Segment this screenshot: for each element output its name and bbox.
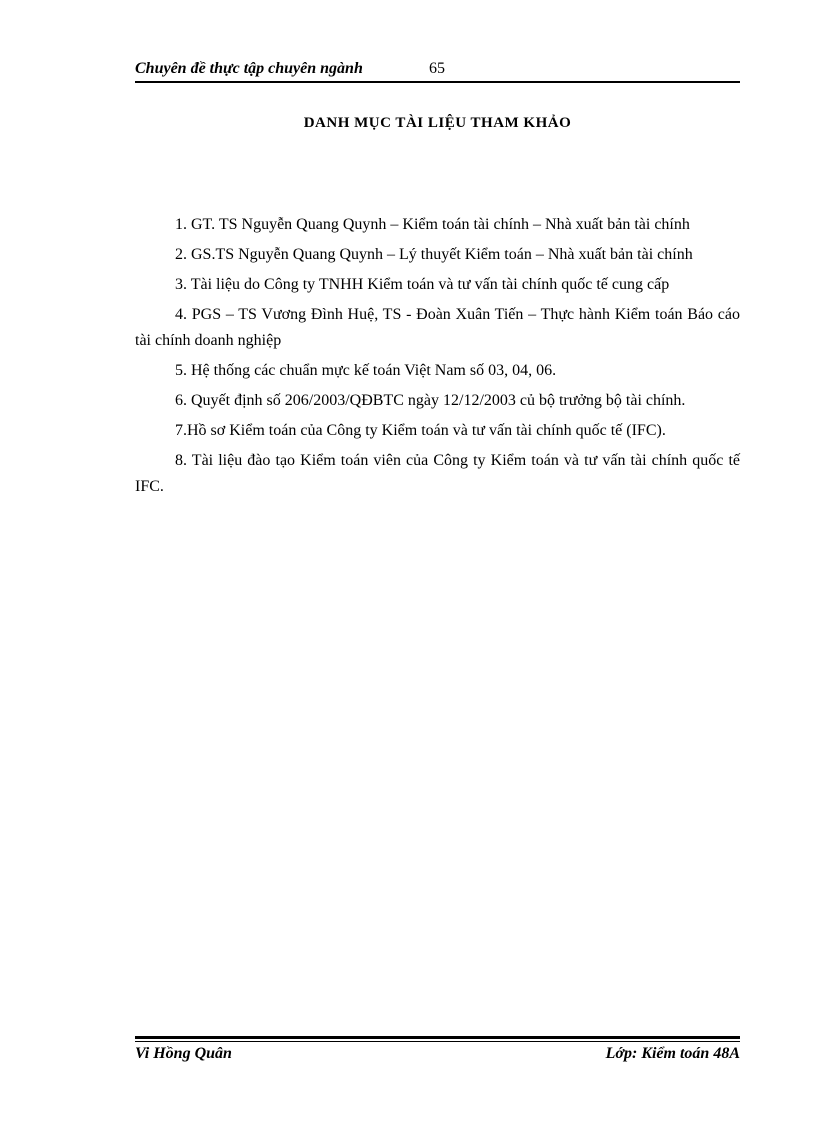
reference-item: 1. GT. TS Nguyễn Quang Quynh – Kiểm toán tài chính – Nhà xuất bản tài chính: [175, 216, 690, 233]
footer-author: Vi Hồng Quân: [135, 1045, 232, 1062]
footer-rule-thin: [135, 1041, 740, 1042]
footer-rule: [135, 1036, 740, 1039]
reference-item: 3. Tài liệu do Công ty TNHH Kiểm toán và tư vấn tài chính quốc tế cung cấp: [175, 276, 670, 293]
page-header: [135, 58, 740, 82]
reference-item: 2. GS.TS Nguyễn Quang Quynh – Lý thuyết Kiểm toán – Nhà xuất bản tài chính: [175, 246, 693, 263]
reference-item: 8. Tài liệu đào tạo Kiểm toán viên của Công ty Kiểm toán và tư vấn tài chính quốc tế IFC.: [135, 452, 740, 495]
reference-list: [135, 212, 740, 504]
page-footer: [135, 1036, 740, 1066]
footer-class: Lớp: Kiểm toán 48A: [605, 1045, 740, 1062]
reference-item: 6. Quyết định số 206/2003/QĐBTC ngày 12/12/2003 củ bộ trưởng bộ tài chính.: [175, 392, 686, 409]
reference-item: 7.Hồ sơ Kiểm toán của Công ty Kiểm toán và tư vấn tài chính quốc tế (IFC).: [175, 422, 666, 439]
document-title: DANH MỤC TÀI LIỆU THAM KHẢO: [303, 115, 572, 131]
header-title: Chuyên đề thực tập chuyên ngành: [135, 60, 363, 77]
reference-item: 4. PGS – TS Vương Đình Huệ, TS - Đoàn Xuân Tiến – Thực hành Kiểm toán Báo cáo tài chính doanh nghiệp: [135, 306, 740, 349]
page-number: 65: [429, 60, 445, 77]
header-rule: [135, 81, 740, 83]
reference-item: 5. Hệ thống các chuẩn mực kế toán Việt Nam số 03, 04, 06.: [175, 362, 557, 379]
